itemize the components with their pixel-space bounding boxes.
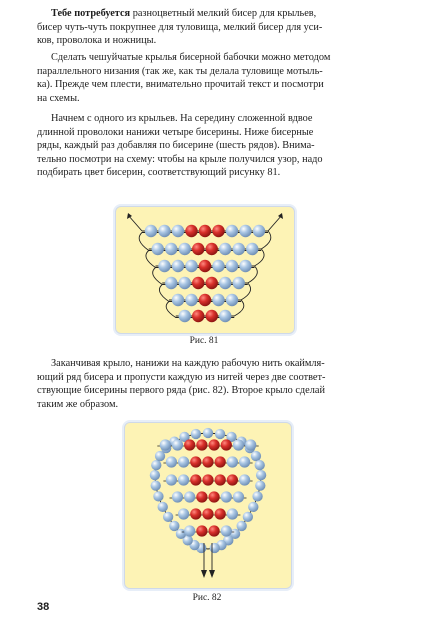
blue-bead (227, 508, 238, 519)
red-bead (192, 243, 204, 255)
paragraph-line: Заканчивая крыло, нанижи на каждую рабочую нить окаймля- (51, 358, 325, 369)
blue-bead (178, 474, 189, 485)
materials-heading: Тебе потребуется (51, 8, 131, 19)
red-bead (202, 474, 213, 485)
blue-bead (243, 512, 253, 522)
blue-bead (172, 491, 183, 502)
red-bead (209, 491, 220, 502)
blue-bead (179, 310, 191, 322)
blue-bead (226, 294, 238, 306)
blue-bead (239, 260, 251, 272)
blue-bead (166, 456, 177, 467)
blue-bead (153, 491, 163, 501)
red-bead (199, 294, 211, 306)
blue-bead (185, 260, 197, 272)
red-bead (206, 310, 218, 322)
blue-bead (184, 491, 195, 502)
figure-82-caption: Рис. 82 (192, 593, 222, 603)
paragraph-line: Сделать чешуйчатые крылья бисерной бабочки можно методом (51, 52, 331, 63)
red-bead (196, 439, 207, 450)
blue-bead (163, 512, 173, 522)
blue-bead (151, 480, 161, 490)
red-bead (192, 310, 204, 322)
figure-81-caption: Рис. 81 (189, 336, 219, 346)
blue-bead (158, 502, 168, 512)
blue-bead (246, 243, 258, 255)
red-bead (212, 225, 224, 237)
blue-bead (203, 428, 213, 438)
blue-bead (165, 277, 177, 289)
red-bead (202, 508, 213, 519)
page-number: 38 (37, 601, 50, 613)
red-bead (206, 277, 218, 289)
blue-bead (248, 502, 258, 512)
outer-wire (155, 433, 261, 549)
paragraph-line: на схемы. (37, 92, 80, 104)
paragraph-line: бисер чуть-чуть покрупнее для туловища, мелкий бисер для уси- (37, 21, 323, 33)
blue-bead (221, 491, 232, 502)
figure-81-panel (115, 206, 295, 334)
blue-bead (172, 225, 184, 237)
blue-bead (219, 243, 231, 255)
paragraph-instructions (37, 112, 384, 180)
red-bead (199, 225, 211, 237)
blue-bead (166, 474, 177, 485)
blue-bead (158, 260, 170, 272)
arrow-down-icon (209, 570, 215, 578)
blue-bead (219, 277, 231, 289)
blue-bead (185, 294, 197, 306)
blue-bead (191, 429, 201, 439)
red-bead (215, 508, 226, 519)
blue-bead (219, 310, 231, 322)
blue-bead (165, 243, 177, 255)
blue-bead (239, 474, 250, 485)
blue-bead (172, 439, 183, 450)
paragraph-line: ка). Прежде чем плести, внимательно прочитай текст и посмотри (37, 79, 324, 91)
red-bead (215, 474, 226, 485)
red-bead (206, 243, 218, 255)
blue-bead (221, 525, 232, 536)
red-bead (199, 260, 211, 272)
red-bead (209, 525, 220, 536)
red-bead (190, 508, 201, 519)
blue-bead (178, 508, 189, 519)
blue-bead (237, 521, 247, 531)
paragraph-line: параллельного низания (так же, как ты делала туловище мотыль- (37, 65, 323, 77)
blue-bead (212, 294, 224, 306)
blue-bead (152, 243, 164, 255)
blue-bead (233, 439, 244, 450)
blue-bead (255, 480, 265, 490)
paragraph-line: Тебе потребуется разноцветный мелкий бисер для крыльев, (51, 8, 317, 19)
red-bead (227, 474, 238, 485)
red-bead (215, 456, 226, 467)
arrow-down-icon (201, 570, 207, 578)
blue-bead (158, 225, 170, 237)
blue-bead (145, 225, 157, 237)
blue-bead (151, 460, 161, 470)
blue-bead (179, 243, 191, 255)
blue-bead (172, 260, 184, 272)
paragraph-method (37, 51, 384, 105)
paragraph-line: ряды, каждый раз добавляя по бисерине (шесть рядов). Внима- (37, 140, 315, 152)
red-bead (190, 474, 201, 485)
blue-bead (226, 225, 238, 237)
blue-bead (239, 225, 251, 237)
red-bead (192, 277, 204, 289)
blue-bead (252, 491, 262, 501)
figure-82-diagram (125, 423, 291, 588)
wire-end-right (268, 215, 282, 231)
red-bead (184, 439, 195, 450)
blue-bead (251, 451, 261, 461)
blue-bead (215, 429, 225, 439)
red-bead (190, 456, 201, 467)
paragraph-line: Начнем с одного из крыльев. На середину сложенной вдвое (51, 113, 313, 124)
red-bead (196, 525, 207, 536)
wire-end-left (128, 215, 142, 231)
red-bead (209, 439, 220, 450)
blue-bead (150, 470, 160, 480)
blue-bead (212, 260, 224, 272)
paragraph-finishing (37, 357, 384, 411)
paragraph-line: подбирать цвет бисерин, соответствующий рисунку 81. (37, 167, 281, 179)
blue-bead (239, 456, 250, 467)
blue-bead (233, 243, 245, 255)
blue-bead (160, 439, 171, 450)
blue-bead (227, 456, 238, 467)
red-bead (221, 439, 232, 450)
paragraph-line: тельно посмотри на схему: чтобы на крыле получился узор, надо (37, 153, 323, 165)
blue-bead (172, 294, 184, 306)
figure-82-panel (124, 422, 292, 589)
blue-bead (169, 521, 179, 531)
paragraph-line: длинной проволоки нанижи четыре бисерины. Ниже бисерные (37, 126, 314, 138)
blue-bead (256, 470, 266, 480)
figure-81-diagram (116, 207, 294, 333)
blue-bead (184, 525, 195, 536)
red-bead (185, 225, 197, 237)
blue-bead (178, 456, 189, 467)
blue-bead (245, 439, 256, 450)
paragraph-line: таким же образом. (37, 398, 119, 410)
paragraph-line: ствующие бисерины первого ряда (рис. 82). Второе крыло сделай (37, 385, 325, 397)
blue-bead (226, 260, 238, 272)
paragraph-line: ков, проволока и ножницы. (37, 35, 157, 47)
blue-bead (179, 277, 191, 289)
blue-bead (233, 491, 244, 502)
blue-bead (253, 225, 265, 237)
paragraph-materials (37, 7, 384, 48)
blue-bead (255, 460, 265, 470)
blue-bead (233, 277, 245, 289)
red-bead (196, 491, 207, 502)
red-bead (202, 456, 213, 467)
blue-bead (210, 543, 220, 553)
paragraph-line: ющий ряд бисера и пропусти каждую из нитей через две соответ- (37, 371, 326, 383)
